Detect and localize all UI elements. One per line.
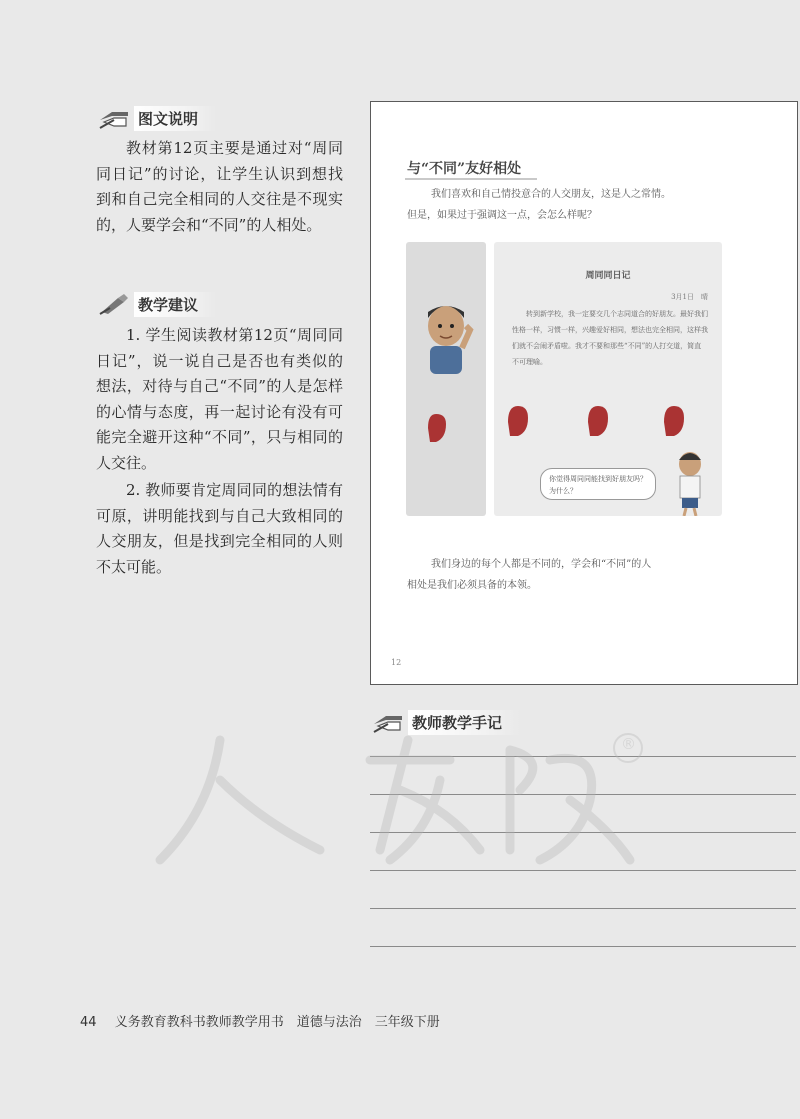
note-line [370,946,796,947]
illustration-panel [406,242,486,516]
paragraph: 1. 学生阅读教材第12页“周同同日记”，说一说自己是否也有类似的想法，对待与自己“不同”的人是怎样的心情与态度，再一起讨论有没有可能完全避开这种“不同”，只与相同的人交往。 [96,326,343,472]
diary-body: 转到新学校，我一定要交几个志同道合的好朋友。最好我们性格一样，习惯一样，兴趣爱好相同，想法也完全相同，这样我们就不会闹矛盾啦。我才不要和那些“不同”的人打交道，简直不可理喻。 [512,310,708,366]
textbook-page-number: 12 [391,658,402,667]
section-header-illustration-notes [98,104,216,132]
paragraph: 2. 教师要肯定周同同的想法情有可原，讲明能找到与自己大致相同的人交朋友，但是找到完全相同的人则不太可能。 [96,481,343,576]
diary-date: 3月1日 晴 [671,293,708,301]
page-number: 44 [80,1015,97,1030]
paragraph: 教材第12页主要是通过对“周同同日记”的讨论，让学生认识到想找到和自己完全相同的人交往是不现实的，人要学会和“不同”的人相处。 [96,139,343,234]
textbook-page-excerpt [370,101,798,685]
textbook-title: 与“不同”友好相处 [407,161,522,177]
registered-mark: ® [621,735,636,753]
speech-bubble: 你觉得周同同能找到好朋友吗？为什么？ [540,468,656,500]
publisher-watermark [150,720,710,880]
section-title: 教学建议 [134,292,216,317]
textbook-intro-line: 我们喜欢和自己情投意合的人交朋友，这是人之常情。 [431,189,671,200]
diary-panel [494,242,722,516]
note-line [370,908,796,909]
textbook-intro-line: 但是，如果过于强调这一点，会怎么样呢？ [407,210,597,221]
diary-title: 周同同日记 [585,271,631,281]
section-header-teaching-suggestions [98,290,216,318]
textbook-closing-line: 我们身边的每个人都是不同的，学会和“不同”的人 [431,559,652,570]
section-title: 图文说明 [134,106,216,131]
textbook-closing-line: 相处是我们必须具备的本领。 [407,580,537,591]
chalk-icon [98,292,130,316]
thinking-boy-illustration [406,242,486,516]
page-footer [80,1011,440,1030]
book-title: 义务教育教科书教师教学用书 道德与法治 三年级下册 [114,1015,440,1030]
section-title: 教师教学手记 [408,710,520,735]
title-underline [405,178,537,180]
pencil-book-icon [98,106,130,130]
